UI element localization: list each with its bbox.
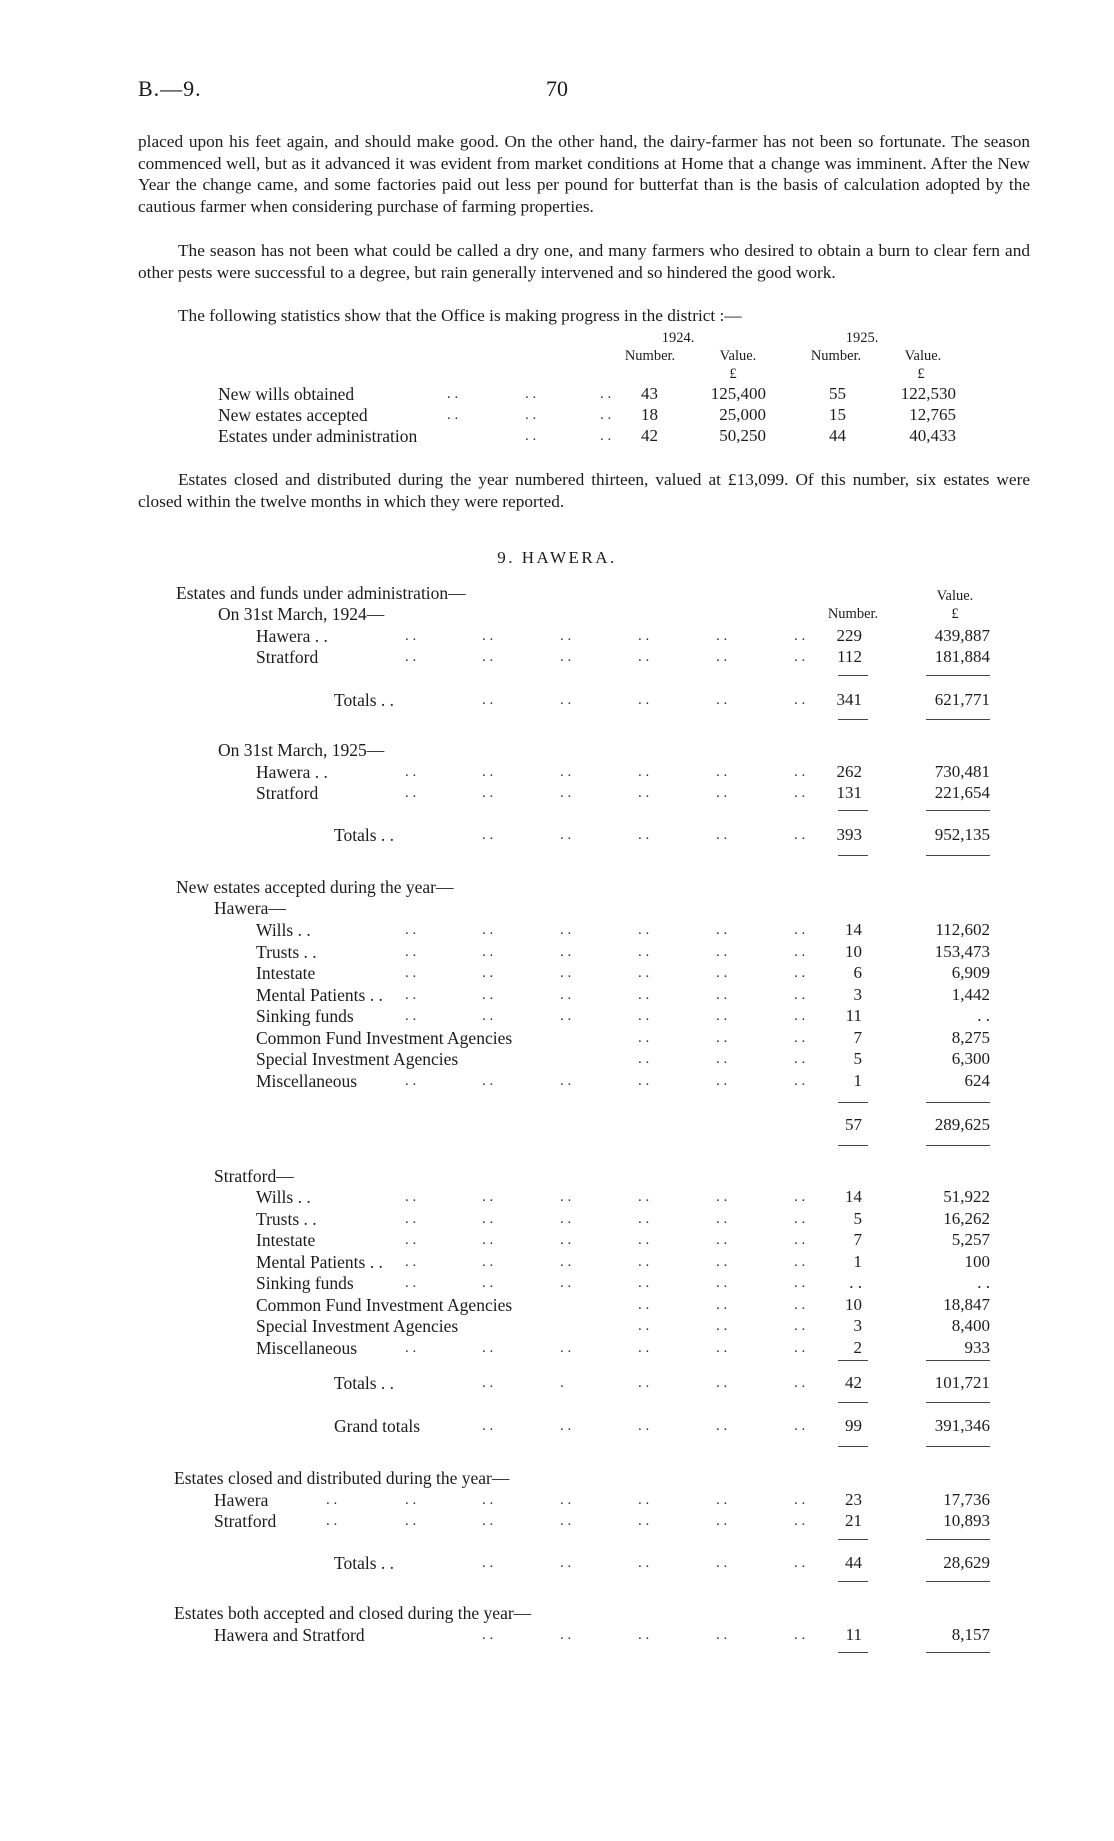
paragraph-estates-closed: Estates closed and distributed during the year numbered thirteen, valued at £13,099. Of this number, six estates were closed within the twelve months in which they were reported. xyxy=(138,470,1030,511)
row-value: 16,262 xyxy=(943,1208,990,1228)
row-value: 18,847 xyxy=(943,1294,990,1314)
row-label: Mental Patients . . xyxy=(256,984,383,1005)
closed-heading: Estates closed and distributed during the year— xyxy=(174,1468,510,1488)
col-number-heading: Number. xyxy=(827,606,879,622)
row-number: 1 xyxy=(853,1070,862,1090)
row-number: 3 xyxy=(853,1316,862,1335)
row-number: 3 xyxy=(853,984,862,1004)
col-value-heading: Value. xyxy=(936,588,974,604)
row-label: Wills . . xyxy=(256,920,311,940)
row-label: Common Fund Investment Agencies xyxy=(256,1027,513,1048)
section-title: 9. HAWERA. xyxy=(497,548,617,567)
row-value: 6,909 xyxy=(951,963,990,982)
march-1924-heading: On 31st March, 1924— xyxy=(218,604,385,624)
row-value: 6,300 xyxy=(951,1049,990,1068)
number-1924-heading: Number. xyxy=(624,348,676,364)
row-value: 8,275 xyxy=(951,1027,990,1047)
row-label: Special Investment Agencies xyxy=(256,1316,459,1336)
page-number: 70 xyxy=(546,76,568,101)
page-header xyxy=(138,76,976,106)
new-estates-heading: New estates accepted during the year— xyxy=(176,877,454,897)
row-number: 14 xyxy=(845,920,862,939)
row-label: Sinking funds xyxy=(256,1006,354,1026)
row-label: Trusts . . xyxy=(256,1208,317,1229)
row-value: . . xyxy=(977,1006,990,1025)
row-number: 7 xyxy=(853,1230,862,1249)
row-number: 10 xyxy=(845,1294,862,1314)
row-value: 5,257 xyxy=(951,1230,990,1249)
paragraph-season: The season has not been what could be called a dry one, and many farmers who desired to obtain a burn to clear fern and other pests were successful to a degree, but rain generally intervened and so hindered the good work. xyxy=(138,241,1030,282)
row-number: 2 xyxy=(853,1337,862,1357)
row-number: 5 xyxy=(853,1208,862,1228)
row-number: 7 xyxy=(853,1027,862,1047)
row-number: 10 xyxy=(845,941,862,961)
number-1925-heading: Number. xyxy=(810,348,862,364)
row-number: . . xyxy=(849,1273,862,1292)
row-label: Special Investment Agencies xyxy=(256,1049,459,1069)
paragraph-dairy: placed upon his feet again, and should make good. On the other hand, the dairy-farmer has not been so fortunate. The season commenced well, but as it advanced it was evident from market conditions at Home that a change was imminent. After the New Year the change came, and some factories paid out less per pound for butterfat than is the basis of calculation adopted by the cautious farmer when considering purchase of farming properties. xyxy=(138,132,1030,216)
stratford-subheading: Stratford— xyxy=(214,1166,294,1186)
hawera-subheading: Hawera— xyxy=(214,898,286,918)
row-label: Miscellaneous xyxy=(256,1337,358,1358)
row-label: Sinking funds xyxy=(256,1273,354,1293)
row-value: 51,922 xyxy=(943,1187,990,1206)
row-value: 1,442 xyxy=(951,984,990,1004)
row-value: 624 xyxy=(964,1070,990,1090)
row-label: Intestate xyxy=(256,963,316,983)
row-number: 6 xyxy=(853,963,862,982)
value-1925-heading: Value. xyxy=(904,348,942,364)
row-label: Trusts . . xyxy=(256,941,317,962)
row-value: 153,473 xyxy=(934,941,990,961)
row-label: Common Fund Investment Agencies xyxy=(256,1294,513,1315)
document-reference: B.—9. xyxy=(138,76,202,101)
row-value: 100 xyxy=(964,1251,990,1271)
value-1924-heading: Value. xyxy=(719,348,757,364)
col-currency: £ xyxy=(951,606,959,622)
under-admin-heading: Estates and funds under administration— xyxy=(176,583,466,603)
paragraph-statistics-intro: The following statistics show that the Office is making progress in the district :— xyxy=(178,306,742,325)
year-1924-heading: 1924. xyxy=(661,330,695,346)
row-number: 11 xyxy=(845,1006,862,1025)
currency-1925: £ xyxy=(917,366,925,382)
row-label: Miscellaneous xyxy=(256,1070,358,1091)
march-1925-heading: On 31st March, 1925— xyxy=(218,740,385,760)
row-value: 112,602 xyxy=(935,920,990,939)
row-value: 8,400 xyxy=(951,1316,990,1335)
row-label: Wills . . xyxy=(256,1187,311,1207)
row-number: 14 xyxy=(845,1187,862,1206)
row-label: Intestate xyxy=(256,1230,316,1250)
both-heading: Estates both accepted and closed during the year— xyxy=(174,1603,532,1623)
currency-1924: £ xyxy=(729,366,737,382)
year-1925-heading: 1925. xyxy=(845,330,879,346)
row-number: 5 xyxy=(853,1049,862,1068)
row-number: 1 xyxy=(853,1251,862,1271)
row-value: . . xyxy=(977,1273,990,1292)
row-value: 933 xyxy=(964,1337,990,1357)
row-label: Mental Patients . . xyxy=(256,1251,383,1272)
